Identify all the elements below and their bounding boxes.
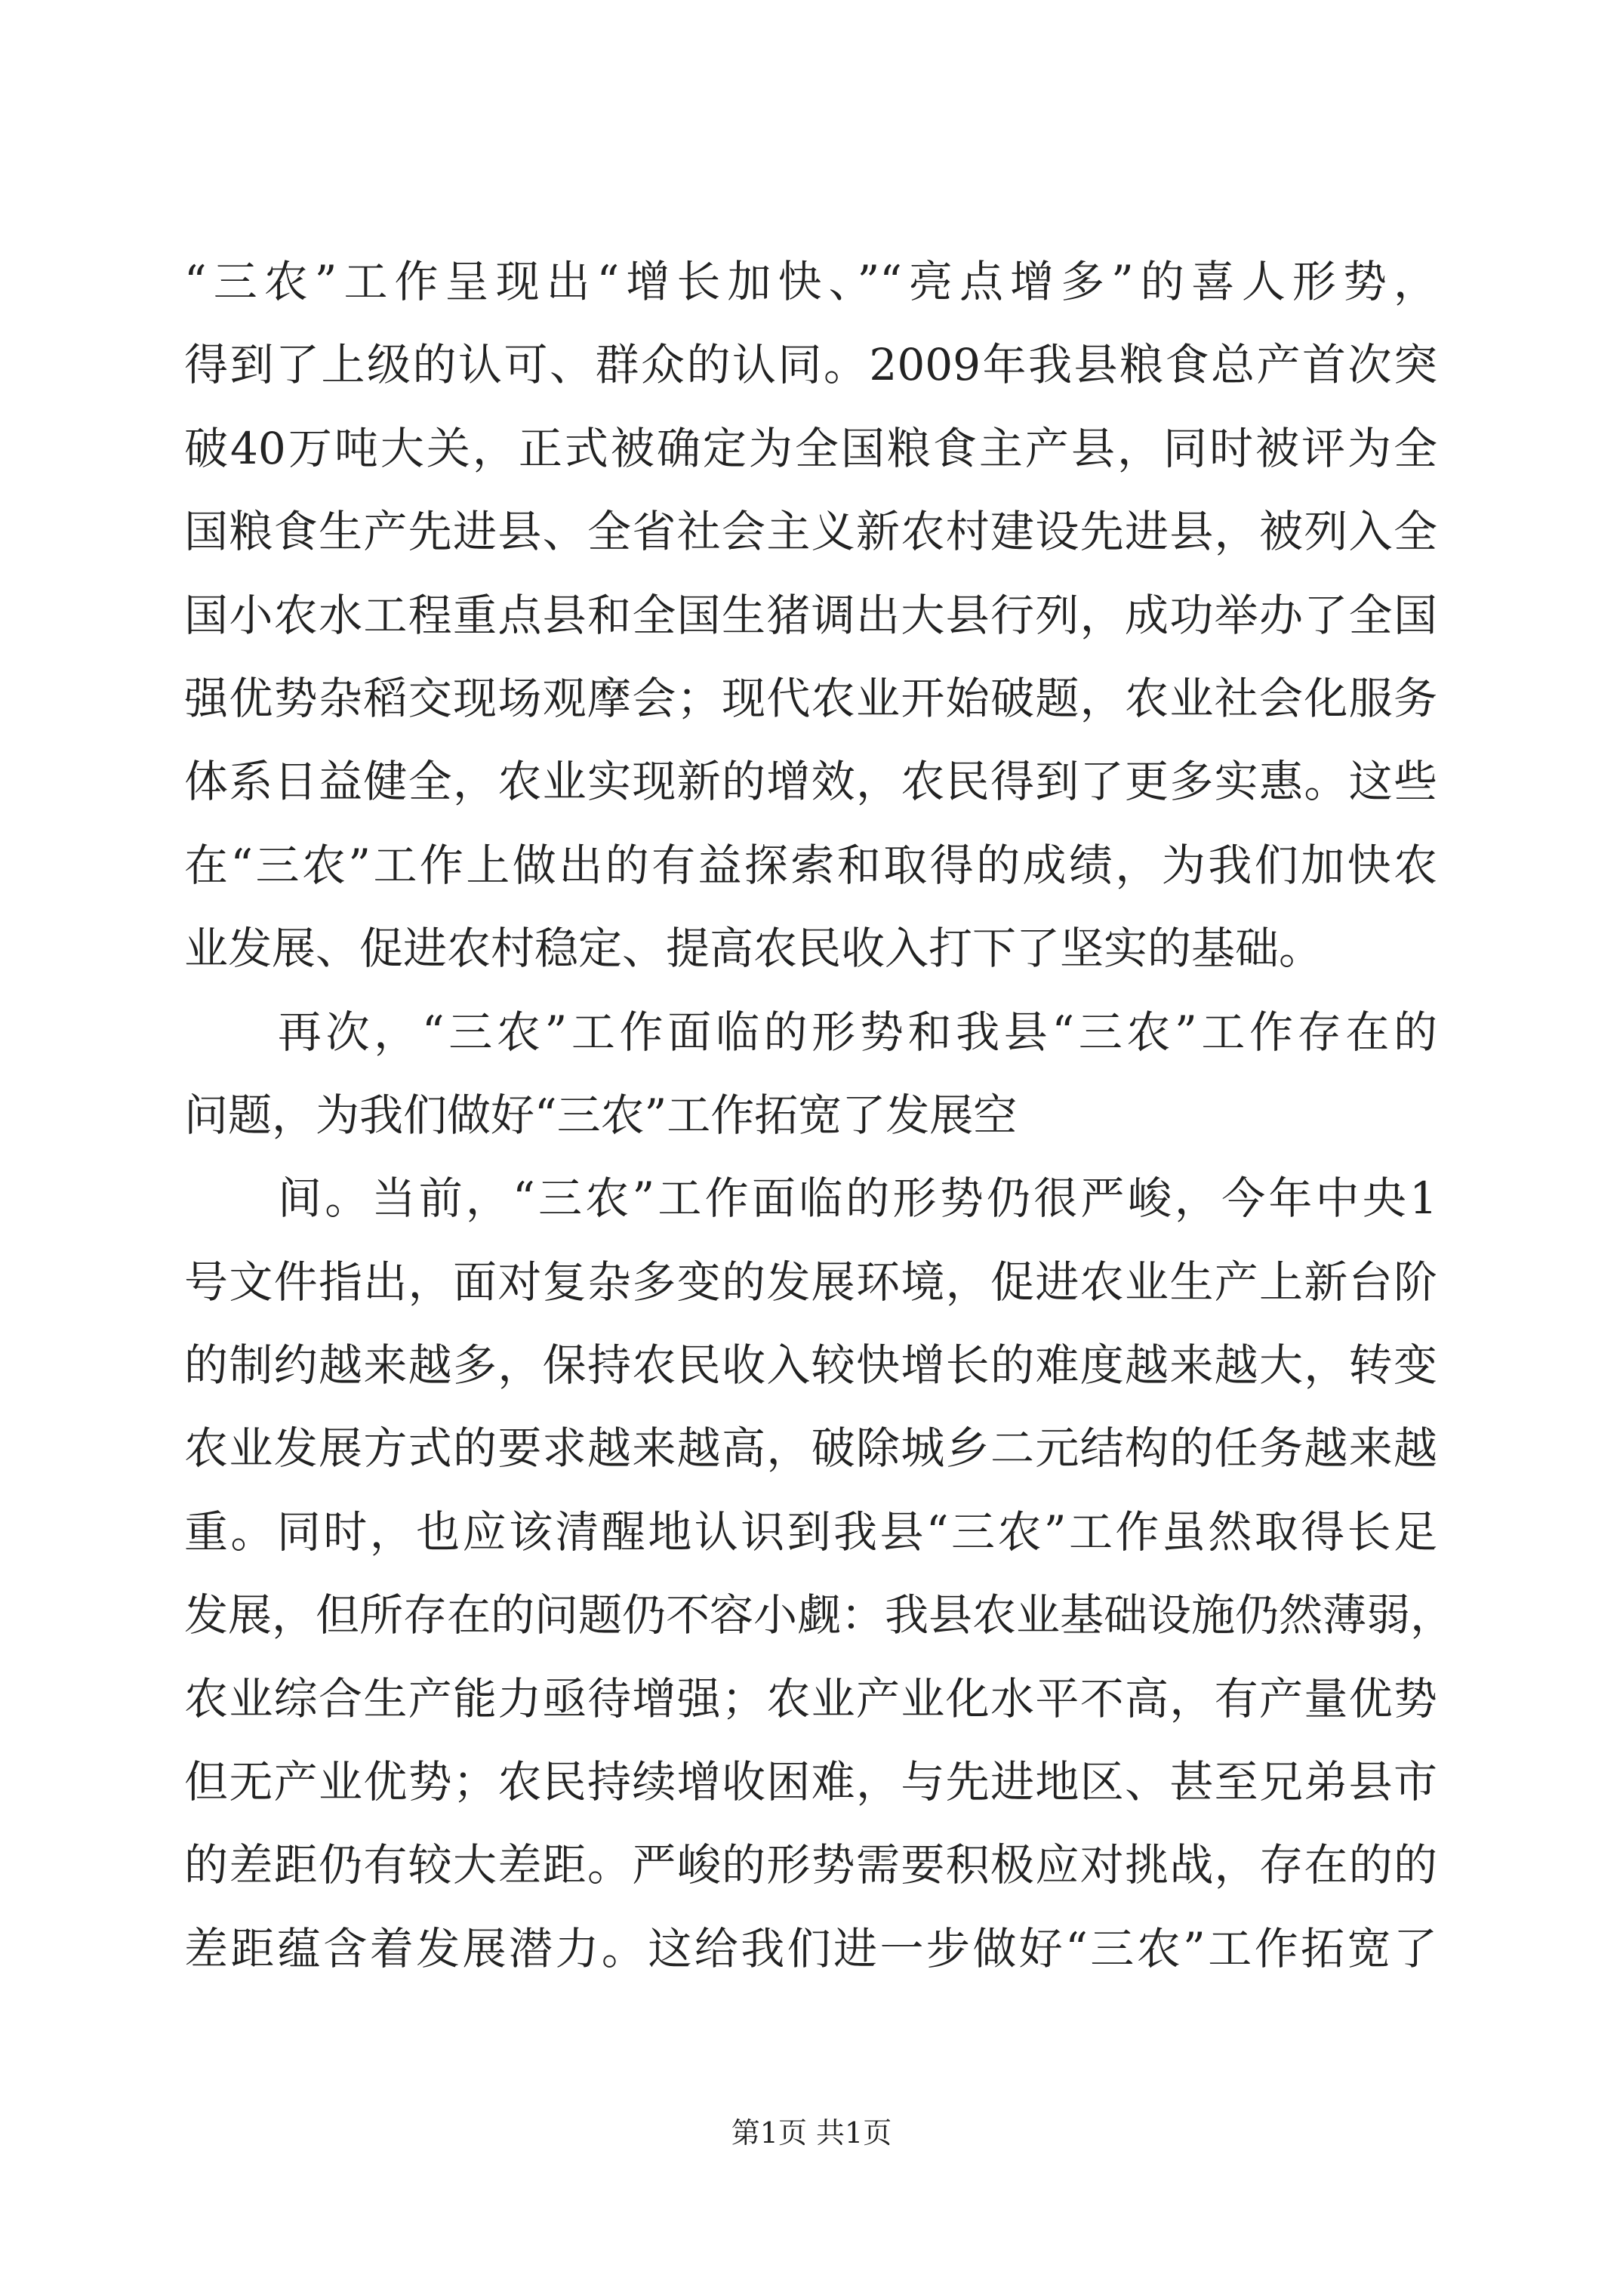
body-text	[184, 248, 1455, 1998]
text-line: 但无产业优势；农民持续增收困难，与先进地区、甚至兄弟县市	[184, 1756, 1437, 1808]
text-line: 重。同时，也应该清醒地认识到我县“三农”工作虽然取得长足	[184, 1505, 1437, 1558]
text-line: 得到了上级的认可、群众的认同。2009年我县粮食总产首次突	[184, 339, 1437, 391]
text-line: 号文件指出，面对复杂多变的发展环境，促进农业生产上新台阶	[184, 1256, 1437, 1308]
page-footer	[0, 2114, 1623, 2152]
text-line: 再次，“三农”工作面临的形势和我县“三农”工作存在的	[278, 1006, 1437, 1058]
text-line: 国小农水工程重点县和全国生猪调出大县行列，成功举办了全国	[184, 589, 1437, 641]
text-line: 破40万吨大关，正式被确定为全国粮食主产县，同时被评为全	[184, 422, 1437, 474]
text-line: 农业综合生产能力亟待增强；农业产业化水平不高，有产量优势	[184, 1672, 1437, 1724]
text-line: 业发展、促进农村稳定、提高农民收入打下了坚实的基础。	[184, 923, 1323, 975]
text-line: 国粮食生产先进县、全省社会主义新农村建设先进县，被列入全	[184, 506, 1437, 558]
text-line: “三农”工作呈现出“增长加快、”“亮点增多”的喜人形势，	[184, 256, 1437, 307]
text-line: 农业发展方式的要求越来越高，破除城乡二元结构的任务越来越	[184, 1422, 1437, 1475]
text-line: 的制约越来越多，保持农民收入较快增长的难度越来越大，转变	[184, 1339, 1437, 1391]
page-number-label: 第1页 共1页	[731, 2116, 892, 2150]
text-line: 问题，为我们做好“三农”工作拓宽了发展空	[184, 1089, 1018, 1141]
text-line: 体系日益健全，农业实现新的增效，农民得到了更多实惠。这些	[184, 756, 1437, 808]
text-line: 在“三农”工作上做出的有益探索和取得的成绩，为我们加快农	[184, 839, 1437, 891]
text-line: 的差距仍有较大差距。严峻的形势需要积极应对挑战，存在的的	[184, 1839, 1437, 1891]
text-line: 强优势杂稻交现场观摩会；现代农业开始破题，农业社会化服务	[184, 672, 1437, 724]
text-line: 发展，但所存在的问题仍不容小觑：我县农业基础设施仍然薄弱，	[184, 1589, 1455, 1641]
text-line: 差距蕴含着发展潜力。这给我们进一步做好“三农”工作拓宽了	[184, 1922, 1437, 1974]
text-line: 间。当前，“三农”工作面临的形势仍很严峻，今年中央1	[278, 1173, 1437, 1225]
